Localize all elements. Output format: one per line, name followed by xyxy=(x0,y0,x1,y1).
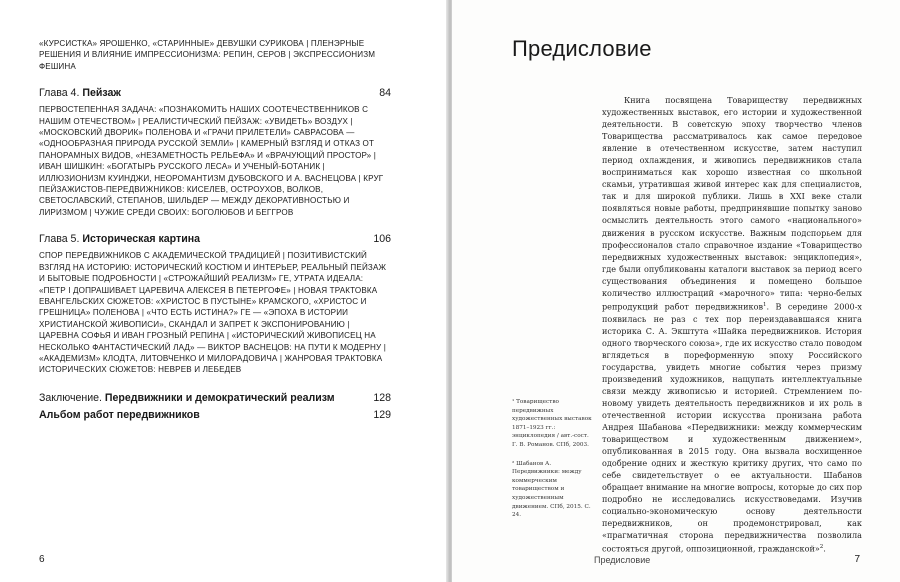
preface-body xyxy=(602,94,862,555)
chapter4-summary: ПЕРВОСТЕПЕННАЯ ЗАДАЧА: «ПОЗНАКОМИТЬ НАШИХ СООТЕЧЕСТВЕННИКОВ С НАШИМ ОТЕЧЕСТВОМ» | РЕАЛИСТИЧЕСКИЙ ПЕЙЗАЖ: «УВИДЕТЬ» ВОЗДУХ | «МОСКОВСКИЙ ДВОРИК» ПОЛЕНОВА И «ГРАЧИ ПРИЛЕТЕЛИ» САВРАСОВА — «ОДНООБРАЗНАЯ ПРИРОДА РУССКОЙ ЗЕМЛИ» | КАМЕРНЫЙ ВЗГЛЯД И ОТКАЗ ОТ ПАНОРАМНЫХ ВИДОВ, «НЕЗАМЕТНОСТЬ РЕЛЬЕФА» И «ВРАЧУЮЩИЙ ПРОСТОР» | ИВАН ШИШКИН: «БОГАТЫРЬ РУССКОГО ЛЕСА» И УЧЕНЫЙ-БОТАНИК | ИЛЛЮЗИОНИЗМ КУИНДЖИ, НЕОРОМАНТИЗМ ДУБОВСКОГО И А. ВАСНЕЦОВА | КРУГ ПЕЙЗАЖИСТОВ-ПЕРЕДВИЖНИКОВ: КИСЕЛЕВ, ОСТРОУХОВ, ВОЛКОВ, СВЕТОСЛАВСКИЙ, СТЕПАНОВ, ШИЛЬДЕР — МЕЖДУ ДЕКОРАТИВНОСТЬЮ И ЛИРИЗМОМ | ЧУЖИЕ СРЕДИ СВОИХ: БОГОЛЮБОВ И БЕГГРОВ xyxy=(39,105,384,217)
page-title: Предисловие xyxy=(512,36,652,61)
chapter5-prefix: Глава 5. xyxy=(39,233,80,246)
toc-entry-conclusion[interactable] xyxy=(39,392,391,405)
chapter3-summary: «КУРСИСТКА» ЯРОШЕНКО, «СТАРИННЫЕ» ДЕВУШКИ СУРИКОВА | ПЛЕНЭРНЫЕ РЕШЕНИЯ И ВЛИЯНИЕ ИМПРЕССИОНИЗМА: РЕПИН, СЕРОВ | ЭКСПРЕССИОНИЗМ ФЕШИНА xyxy=(39,39,376,71)
chapter5-title: Историческая картина xyxy=(82,233,200,246)
footnote-ref-1[interactable]: 1 xyxy=(763,301,767,308)
running-head: Предисловие xyxy=(594,555,651,565)
conclusion-title: Передвижники и демократический реализм xyxy=(104,391,335,404)
toc-entry-album[interactable] xyxy=(39,409,391,422)
footnotes xyxy=(512,398,592,530)
footnote-1: ¹ Товарищество передвижных художественных выставок 1871–1923 гг.: энциклопедия / авт.-сост. Г. В. Романов. СПб, 2003. xyxy=(512,399,592,448)
chapter4-prefix: Глава 4. xyxy=(39,87,80,100)
footnote-ref-2[interactable]: 2 xyxy=(819,544,824,551)
table-of-contents xyxy=(39,38,391,422)
left-page-number: 6 xyxy=(39,554,45,565)
chapter5-summary: СПОР ПЕРЕДВИЖНИКОВ С АКАДЕМИЧЕСКОЙ ТРАДИЦИЕЙ | ПОЗИТИВИСТСКИЙ ВЗГЛЯД НА ИСТОРИЮ: ИСТОРИЧЕСКИЙ КОСТЮМ И ИНТЕРЬЕР, РЕАЛЬНЫЙ ПЕЙЗАЖ И БЫТОВЫЕ ПОДРОБНОСТИ | «СТРОЖАЙШИЙ РЕАЛИЗМ» ГЕ, УТРАТА ИДЕАЛА: «ПЕТР I ДОПРАШИВАЕТ ЦАРЕВИЧА АЛЕКСЕЯ В ПЕТЕРГОФЕ» | НОВАЯ ТРАКТОВКА ЕВАНГЕЛЬСКИХ СЮЖЕТОВ: «ХРИСТОС В ПУСТЫНЕ» КРАМСКОГО, «ХРИСТОС И ГРЕШНИЦА» ПОЛЕНОВА | «ЧТО ЕСТЬ ИСТИНА?» ГЕ — «ЭПОХА В ИСТОРИИ ХРИСТИАНСКОЙ ЖИВОПИСИ», СКАНДАЛ И ЗАПРЕТ К ЭКСПОНИРОВАНИЮ | ЦАРЕВНА СОФЬЯ И ИВАН ГРОЗНЫЙ РЕПИНА | «ИСТОРИЧЕСКИЙ ЖИВОПИСЕЦ НА НЕСКОЛЬКО ФАНТАСТИЧЕСКИЙ ЛАД» — ВИКТОР ВАСНЕЦОВ: НА ПУТИ К МОДЕРНУ | «АКАДЕМИЗМ» КЛОДТА, ЛИТОВЧЕНКО И МИЛОРАДОВИЧА | ЖАНРОВАЯ ТРАКТОВКА ИСТОРИЧЕСКИХ СЮЖЕТОВ: НЕВРЕВ И ЛЕБЕДЕВ xyxy=(39,251,387,375)
album-title: Альбом работ передвижников xyxy=(39,408,200,421)
body-text-part1: Книга посвящена Товариществу передвижных художественных выставок, его истории и художественной деятельности. В советскую эпоху творчество членов Товарищества рассматривалось как самое передовое явление в отечественном искусстве, затем наступил период охлаждения, и живопись передвижников стала восприниматься как хорошо известная со школьной скамьи, утратившая живой интерес как для специалистов, так и для широкой публики. Лишь в XXI веке стали появляться новые работы, предпринявшие попытку заново осмыслить деятельность этого самого «национального» движения в русском искусстве. Важным подспорьем для профессионалов стало справочное издание «Товарищество передвижных художественных выставок: энциклопедия», где были опубликованы каталоги выставок за период всего существования объединения и помещено большое количество иллюстраций «марочного» типа: черно-белых репродукций работ передвижников xyxy=(602,95,862,312)
chapter5-page: 106 xyxy=(373,233,391,246)
album-page: 129 xyxy=(373,408,391,421)
conclusion-prefix: Заключение. xyxy=(39,391,102,404)
toc-entry-chapter4[interactable] xyxy=(39,87,391,100)
toc-entry-chapter5[interactable] xyxy=(39,233,391,246)
left-page xyxy=(0,0,448,582)
body-text-part2: . В середине 2000-х появилась не раз с тех пор переиздававшаяся книга историка С. А. Экштута «Шайка передвижников. История одного творческого союза», где их искусство стало поводом вглядеться в пореформенную эпоху Российского государства, увидеть многие события через призму произведений художников, нащупать интеллектуальные связи между живописью и историей. Стремлением по-новому увидеть деятельность передвижников и их роль в отечественной истории искусства пронизана работа Андрея Шабанова «Передвижники: между коммерческим товариществом и художественным движением», опубликованная в 2015 году. Она вызвала восхищенное одобрение одних и жесткую критику других, что само по себе свидетельствует о ее актуальности. Шабанов обращает внимание на многие вопросы, которые до сих пор подробно не исследовались искусствоведами. Изучив социально-экономическую основу деятельности передвижников, он продемонстрировал, как «прагматичная сторона передвижничества позволила состояться другой, оппозиционной, гражданской» xyxy=(602,301,862,555)
conclusion-page: 128 xyxy=(373,391,391,404)
right-page xyxy=(452,0,900,582)
chapter4-page: 84 xyxy=(379,87,391,100)
body-text-end: . xyxy=(823,544,826,555)
footnote-2: ² Шабанов А. Передвижники: между коммерческим товариществом и художественным движением. СПб, 2015. С. 24. xyxy=(512,460,591,519)
right-page-number: 7 xyxy=(854,554,860,565)
chapter4-title: Пейзаж xyxy=(82,87,121,100)
